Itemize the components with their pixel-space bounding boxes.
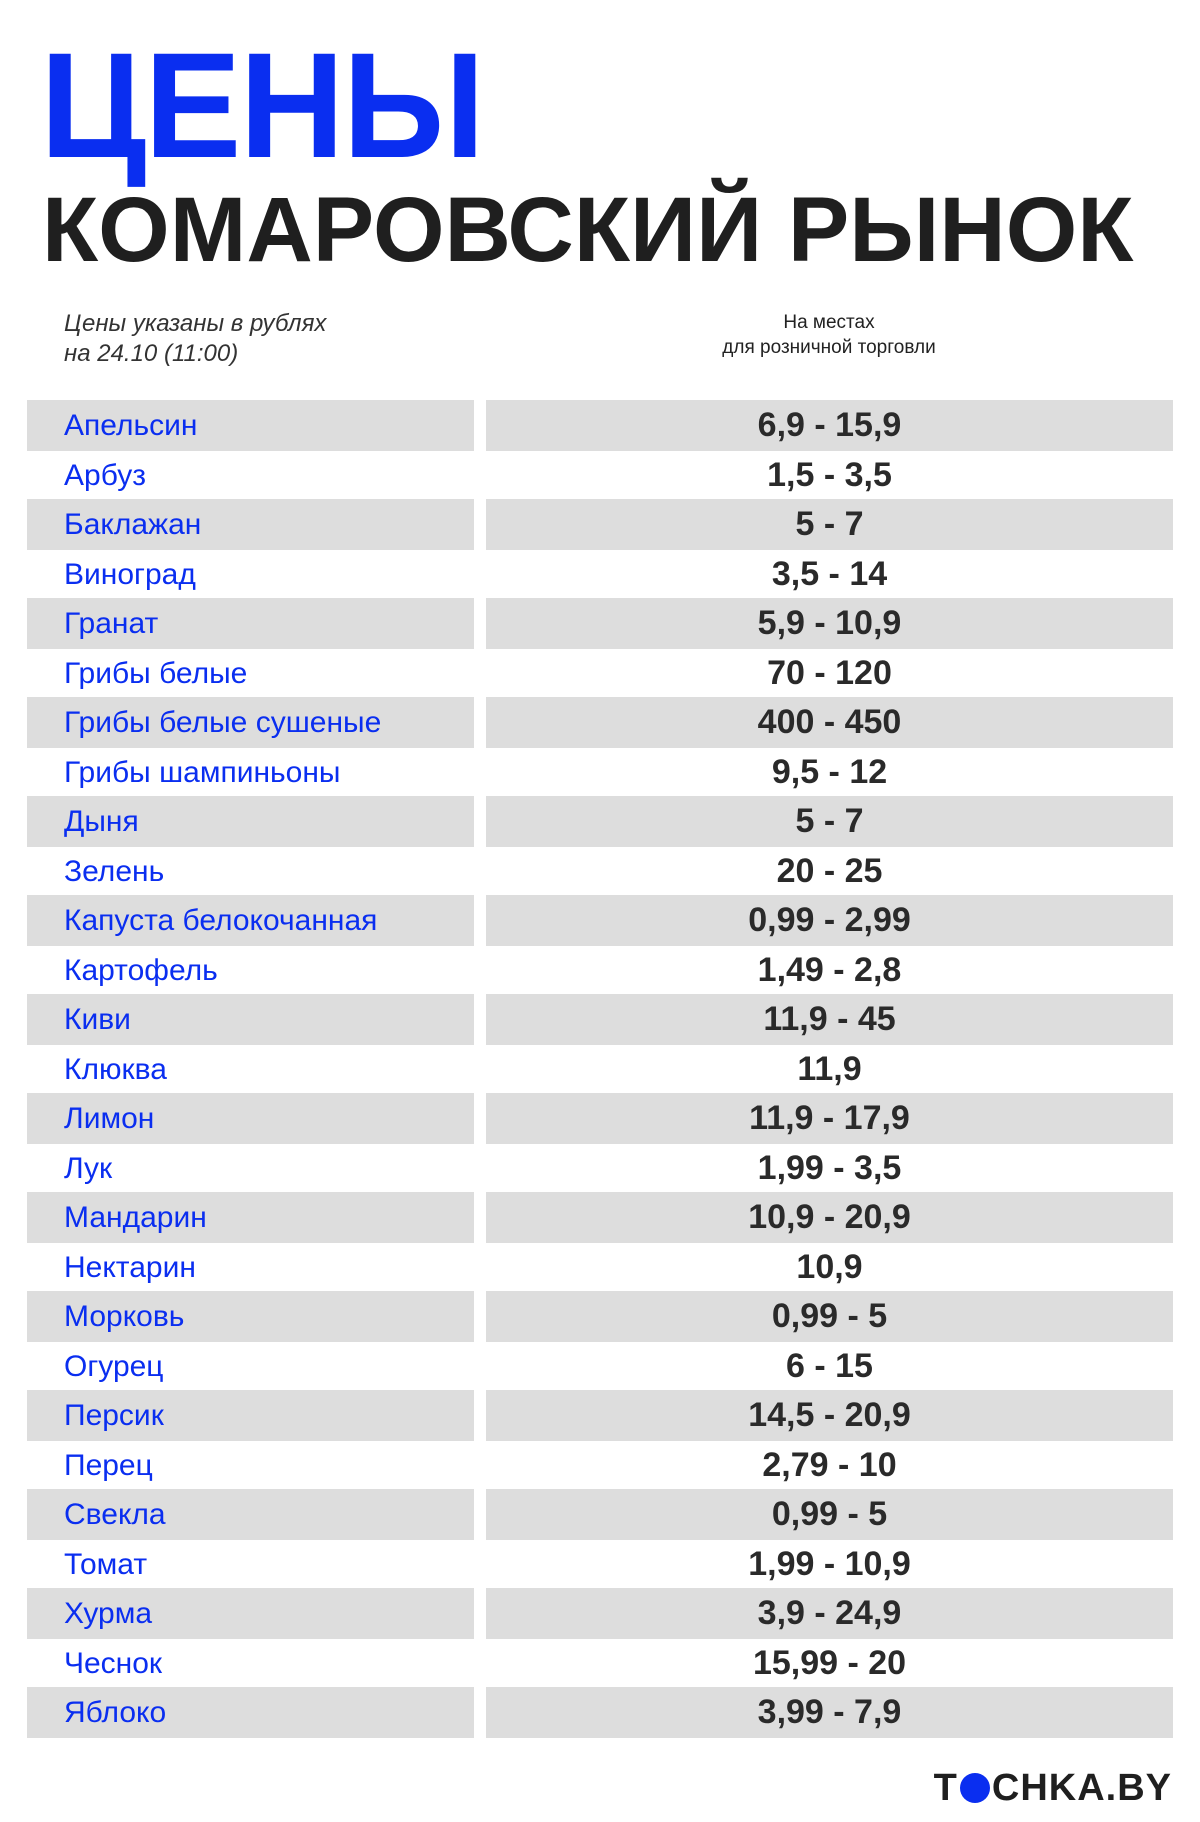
product-price: 5 - 7 <box>486 499 1173 550</box>
product-name: Клюква <box>64 1052 167 1086</box>
table-row <box>27 499 1173 549</box>
page-title: ЦЕНЫ <box>40 21 484 189</box>
product-name: Виноград <box>64 557 196 591</box>
table-row <box>27 1143 1173 1193</box>
product-price: 1,99 - 10,9 <box>748 1544 911 1583</box>
product-name: Картофель <box>64 953 218 987</box>
product-name: Огурец <box>64 1349 164 1383</box>
product-price: 9,5 - 12 <box>771 752 888 791</box>
price-note-currency: Цены указаны в рублях <box>64 310 327 337</box>
product-price: 6 - 15 <box>786 1346 873 1385</box>
table-row <box>27 648 1173 698</box>
product-name: Яблоко <box>27 1687 474 1738</box>
product-price: 1,5 - 3,5 <box>767 455 892 494</box>
price-column-header-line2: для розничной торговли <box>722 337 936 358</box>
table-row <box>27 796 1173 846</box>
product-name: Апельсин <box>27 400 474 451</box>
product-price: 400 - 450 <box>486 697 1173 748</box>
product-price: 20 - 25 <box>776 851 883 890</box>
product-price: 1,99 - 3,5 <box>757 1148 902 1187</box>
product-name: Зелень <box>64 854 165 888</box>
product-name: Хурма <box>27 1588 474 1639</box>
product-name: Нектарин <box>64 1250 196 1284</box>
product-price: 3,99 - 7,9 <box>486 1687 1173 1738</box>
table-row <box>27 1291 1173 1341</box>
product-price: 14,5 - 20,9 <box>486 1390 1173 1441</box>
product-price: 6,9 - 15,9 <box>486 400 1173 451</box>
table-row <box>27 1242 1173 1292</box>
product-price: 11,9 <box>797 1049 862 1088</box>
product-price: 1,49 - 2,8 <box>757 950 902 989</box>
logo-text-start: T <box>933 1767 958 1809</box>
product-name: Чеснок <box>64 1646 163 1680</box>
product-name: Мандарин <box>27 1192 474 1243</box>
product-price: 5 - 7 <box>486 796 1173 847</box>
product-name: Свекла <box>27 1489 474 1540</box>
product-price: 10,9 - 20,9 <box>486 1192 1173 1243</box>
table-row <box>27 1588 1173 1638</box>
product-name: Арбуз <box>64 458 146 492</box>
table-row <box>27 400 1173 450</box>
product-name: Капуста белокочанная <box>27 895 474 946</box>
logo-dot-icon <box>960 1773 990 1803</box>
product-price: 3,9 - 24,9 <box>486 1588 1173 1639</box>
product-price: 11,9 - 17,9 <box>486 1093 1173 1144</box>
product-name: Киви <box>27 994 474 1045</box>
table-row <box>27 1440 1173 1490</box>
table-row <box>27 1489 1173 1539</box>
product-name: Морковь <box>27 1291 474 1342</box>
tochka-logo <box>934 1768 1172 1808</box>
table-row <box>27 747 1173 797</box>
table-row <box>27 1192 1173 1242</box>
product-price: 2,79 - 10 <box>762 1445 897 1484</box>
table-row <box>27 450 1173 500</box>
table-row <box>27 1539 1173 1589</box>
product-name: Перец <box>64 1448 153 1482</box>
product-name: Гранат <box>27 598 474 649</box>
product-name: Грибы белые <box>64 656 248 690</box>
logo-text-end: CHKA.BY <box>991 1767 1172 1809</box>
product-price: 70 - 120 <box>767 653 892 692</box>
table-row <box>27 1044 1173 1094</box>
product-price: 15,99 - 20 <box>752 1643 907 1682</box>
product-name: Дыня <box>27 796 474 847</box>
page-subtitle: КОМАРОВСКИЙ РЫНОК <box>42 179 1134 281</box>
price-column-header <box>486 310 1172 360</box>
table-row <box>27 1390 1173 1440</box>
table-row <box>27 994 1173 1044</box>
product-name: Персик <box>27 1390 474 1441</box>
product-price: 0,99 - 5 <box>486 1489 1173 1540</box>
price-note <box>64 309 326 369</box>
table-row <box>27 1093 1173 1143</box>
table-row <box>27 697 1173 747</box>
product-price: 5,9 - 10,9 <box>486 598 1173 649</box>
table-row <box>27 945 1173 995</box>
table-row <box>27 598 1173 648</box>
table-row <box>27 1638 1173 1688</box>
product-name: Томат <box>64 1547 148 1581</box>
price-column-header-line1: На местах <box>783 312 875 333</box>
table-row <box>27 846 1173 896</box>
product-price: 0,99 - 2,99 <box>486 895 1173 946</box>
price-note-date: на 24.10 (11:00) <box>64 340 239 367</box>
product-name: Баклажан <box>27 499 474 550</box>
product-price: 0,99 - 5 <box>486 1291 1173 1342</box>
product-price: 10,9 <box>796 1247 863 1286</box>
product-name: Грибы белые сушеные <box>27 697 474 748</box>
product-price: 11,9 - 45 <box>486 994 1173 1045</box>
table-row <box>27 895 1173 945</box>
product-price: 3,5 - 14 <box>771 554 888 593</box>
product-name: Лимон <box>27 1093 474 1144</box>
table-row <box>27 1341 1173 1391</box>
table-row <box>27 1687 1173 1737</box>
product-name: Грибы шампиньоны <box>64 755 341 789</box>
table-row <box>27 549 1173 599</box>
price-table <box>27 400 1173 1737</box>
product-name: Лук <box>64 1151 113 1185</box>
